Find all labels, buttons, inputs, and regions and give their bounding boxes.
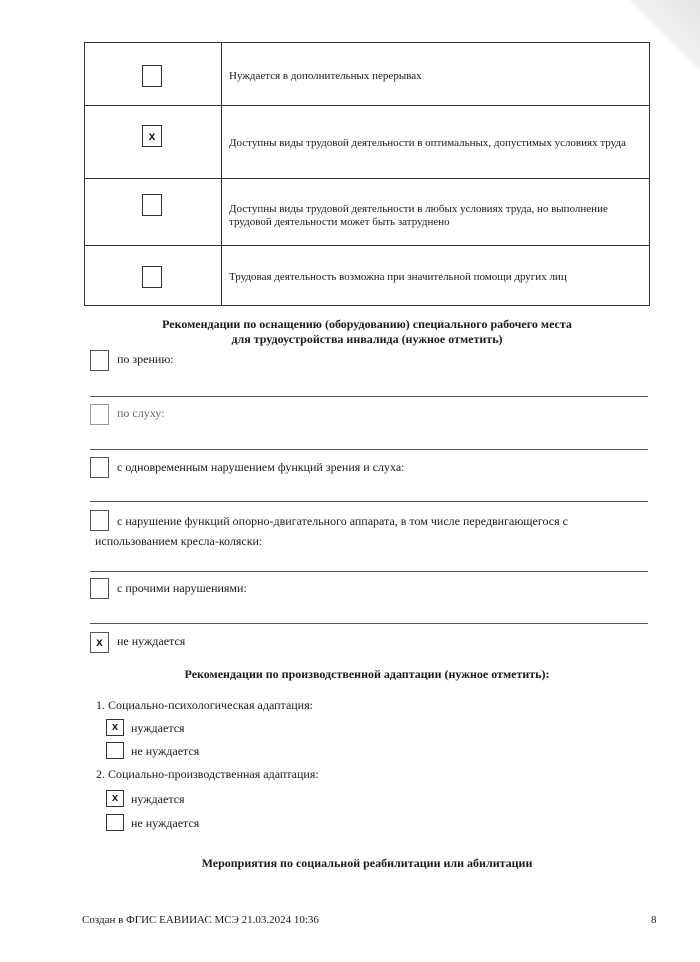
checkbox-psych-not-needed[interactable] bbox=[106, 742, 124, 759]
adaptation-group-title: 1. Социально-психологическая адаптация: bbox=[96, 698, 313, 712]
table-row bbox=[85, 106, 649, 179]
label-vision-hearing: с одновременным нарушением функций зрения и слуха: bbox=[117, 460, 405, 474]
fill-line bbox=[90, 571, 648, 572]
workplace-heading: Рекомендации по оснащению (оборудованию) специального рабочего места bbox=[162, 317, 572, 331]
table-row bbox=[85, 179, 649, 246]
adaptation-heading: Рекомендации по производственной адаптации (нужное отметить): bbox=[184, 667, 550, 681]
checkbox-cell bbox=[85, 43, 222, 105]
checkbox[interactable] bbox=[142, 266, 162, 288]
checkbox-psych-needed[interactable]: x bbox=[106, 719, 124, 736]
checkbox-not-needed[interactable]: x bbox=[90, 632, 109, 653]
checkbox-prod-not-needed[interactable] bbox=[106, 814, 124, 831]
social-rehab-heading: Мероприятия по социальной реабилитации или абилитации bbox=[201, 856, 533, 870]
footer-created: Создан в ФГИС ЕАВИИАС МСЭ 21.03.2024 10:36 bbox=[82, 914, 319, 926]
label-prod-not-needed: не нуждается bbox=[131, 816, 200, 830]
label-vision: по зрению: bbox=[117, 352, 174, 366]
table-row bbox=[85, 43, 649, 106]
fill-line bbox=[90, 396, 648, 397]
checkbox-musculoskeletal[interactable] bbox=[90, 510, 109, 531]
checkbox-vision-hearing[interactable] bbox=[90, 457, 109, 478]
label-psych-needed: нуждается bbox=[131, 721, 185, 735]
checkbox-cell bbox=[85, 246, 222, 305]
condition-text: Доступны виды трудовой деятельности в оптимальных, допустимых условиях труда bbox=[229, 137, 626, 149]
fill-line bbox=[90, 501, 648, 502]
table-row bbox=[85, 246, 649, 305]
adaptation-group-title: 2. Социально-производственная адаптация: bbox=[96, 767, 319, 781]
checkbox-cell bbox=[85, 106, 222, 178]
condition-text: Доступны виды трудовой деятельности в любых условиях труда, но выполнение трудовой деятельности может быть затруднено bbox=[229, 203, 608, 228]
page-number: 8 bbox=[651, 914, 657, 926]
checkbox-cell bbox=[85, 179, 222, 245]
condition-text: Нуждается в дополнительных перерывах bbox=[229, 70, 422, 82]
label-prod-needed: нуждается bbox=[131, 792, 185, 806]
checkbox[interactable] bbox=[142, 65, 162, 87]
checkbox[interactable]: x bbox=[142, 125, 162, 147]
label-musculoskeletal: с нарушение функций опорно-двигательного аппарата, в том числе передвигающегося с bbox=[117, 514, 568, 528]
work-conditions-table bbox=[84, 42, 650, 306]
checkbox[interactable] bbox=[142, 194, 162, 216]
label-psych-not-needed: не нуждается bbox=[131, 744, 200, 758]
checkbox-vision[interactable] bbox=[90, 350, 109, 371]
label-hearing: по слуху: bbox=[117, 406, 165, 420]
fill-line bbox=[90, 449, 648, 450]
workplace-heading: для трудоустройства инвалида (нужное отметить) bbox=[231, 332, 503, 346]
label-not-needed: не нуждается bbox=[117, 634, 186, 648]
checkbox-prod-needed[interactable]: x bbox=[106, 790, 124, 807]
checkbox-other[interactable] bbox=[90, 578, 109, 599]
condition-text: Трудовая деятельность возможна при значительной помощи других лиц bbox=[229, 271, 567, 283]
checkbox-hearing[interactable] bbox=[90, 404, 109, 425]
label-other: с прочими нарушениями: bbox=[117, 581, 247, 595]
fill-line bbox=[90, 623, 648, 624]
label-musculoskeletal-cont: использованием кресла-коляски: bbox=[95, 534, 263, 548]
